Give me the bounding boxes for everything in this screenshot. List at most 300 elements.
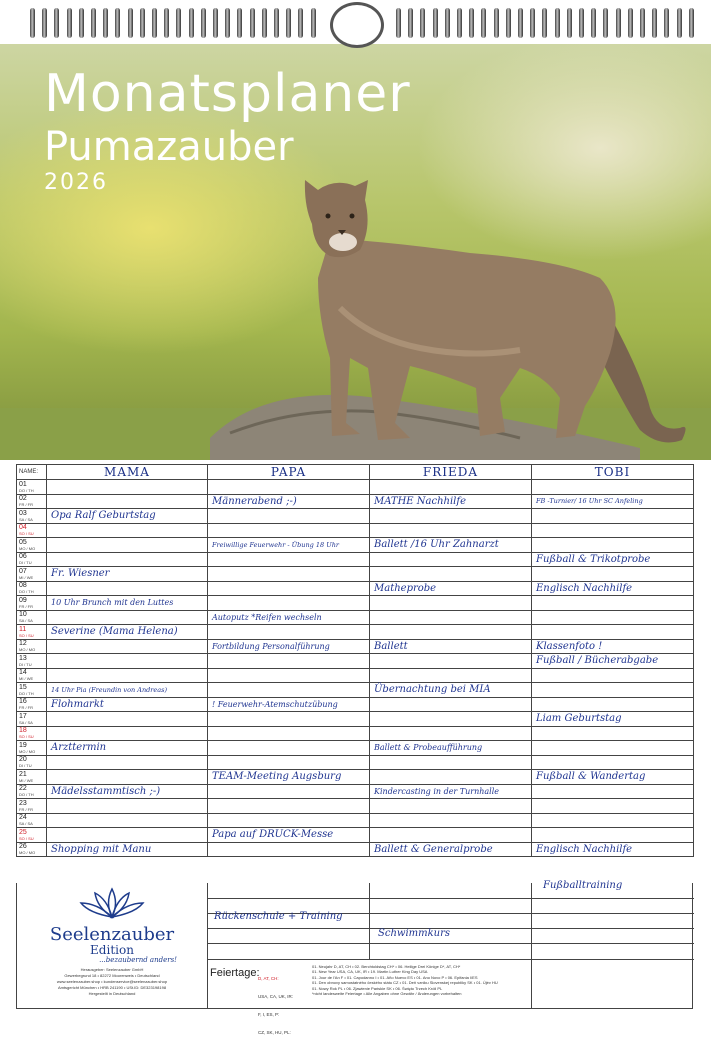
entry-cell-tobi[interactable] — [532, 625, 694, 640]
holiday-country-line: D, AT, CH: — [258, 976, 279, 981]
binding-ring — [115, 8, 120, 38]
entry-cell-frieda[interactable] — [370, 799, 532, 814]
binding-ring — [250, 8, 255, 38]
imprint-line: Gewerbegrund 18 • 82272 Moorenweis • Deutschland — [64, 973, 160, 978]
notes-grid — [207, 880, 693, 1035]
weekday-label: DI / TU — [19, 763, 32, 769]
entry-cell-papa[interactable]: Autoputz *Reifen wechseln — [208, 610, 370, 625]
entry-cell-tobi[interactable] — [532, 741, 694, 756]
holiday-line: 01. Jour de l'An F • 01. Capodanno I • 01. Año Nuevo ES • 01. Ano Novo P • 06. Epifania I/ES — [312, 974, 478, 980]
entry-cell-mama[interactable]: Opa Ralf Geburtstag — [47, 509, 208, 524]
binding-ring — [652, 8, 657, 38]
entry-cell-papa[interactable] — [208, 509, 370, 524]
binding-ring — [189, 8, 194, 38]
weekday-label: SO / SU — [19, 734, 34, 740]
entry-cell-frieda[interactable]: Ballett & Probeaufführung — [370, 741, 532, 756]
binding-ring — [201, 8, 206, 38]
day-number: 18 — [19, 727, 27, 735]
header-photo — [0, 28, 711, 460]
binding-ring — [396, 8, 401, 38]
day-cell — [17, 538, 47, 553]
holiday-country-line: F, I, ES, P: — [258, 1012, 280, 1017]
weekday-label: MO / MO — [19, 748, 36, 754]
day-cell — [17, 683, 47, 698]
binding-ring — [603, 8, 608, 38]
weekday-label: MI / WE — [19, 574, 34, 580]
entry-cell-frieda[interactable] — [370, 726, 532, 741]
day-cell — [17, 581, 47, 596]
day-number: 20 — [19, 756, 27, 764]
weekday-label: MI / WE — [19, 777, 34, 783]
column-header-mama: MAMA — [47, 465, 208, 480]
entry-cell-papa[interactable] — [208, 842, 370, 857]
weekday-label: FR / FR — [19, 806, 33, 812]
day-row — [17, 538, 694, 553]
binding-ring — [518, 8, 523, 38]
brand-slogan: ...bezaubernd anders! — [99, 956, 177, 964]
entry-cell-tobi[interactable] — [532, 596, 694, 611]
entry-cell-tobi[interactable] — [532, 813, 694, 828]
entry-cell-papa[interactable] — [208, 480, 370, 495]
binding-ring — [481, 8, 486, 38]
day-row — [17, 828, 694, 843]
day-cell — [17, 770, 47, 785]
entry-cell-papa[interactable] — [208, 596, 370, 611]
holiday-block — [208, 960, 694, 1035]
day-number: 15 — [19, 683, 27, 691]
entry-cell-frieda[interactable]: Ballett — [370, 639, 532, 654]
day-cell — [17, 842, 47, 857]
entry-cell-tobi[interactable] — [532, 755, 694, 770]
entry-cell-papa[interactable] — [208, 712, 370, 727]
day-number: 03 — [19, 509, 27, 517]
entry-cell-tobi[interactable] — [532, 523, 694, 538]
binding-ring — [42, 8, 47, 38]
day-number: 05 — [19, 538, 27, 546]
entry-cell-tobi[interactable] — [532, 538, 694, 553]
column-header-papa: PAPA — [208, 465, 370, 480]
entry-cell-mama[interactable]: Arzttermin — [47, 741, 208, 756]
entry-cell-tobi[interactable] — [532, 567, 694, 582]
entry-cell-mama[interactable]: Flohmarkt — [47, 697, 208, 712]
weekday-label: DI / TU — [19, 661, 32, 667]
day-cell — [17, 726, 47, 741]
entry-cell-mama[interactable] — [47, 581, 208, 596]
weekday-label: DO / TH — [19, 487, 34, 493]
grid-line — [208, 928, 694, 929]
entry-cell-tobi[interactable] — [532, 726, 694, 741]
entry-cell-papa[interactable] — [208, 581, 370, 596]
weekday-label: DI / TU — [19, 560, 32, 566]
day-number: 19 — [19, 741, 27, 749]
entry-cell-papa[interactable] — [208, 784, 370, 799]
binding-ring — [689, 8, 694, 38]
day-cell — [17, 828, 47, 843]
entry-cell-papa[interactable]: Fortbildung Personalführung — [208, 639, 370, 654]
weekday-label: SO / SU — [19, 531, 34, 537]
binding-ring — [311, 8, 316, 38]
day-number: 26 — [19, 843, 27, 851]
holiday-line: 01. Nowy Rok PL • 06. Zjawienie Pańskie SK • 06. Święto Trzech Króli PL — [312, 985, 443, 991]
entry-cell-tobi[interactable] — [532, 610, 694, 625]
day-number: 24 — [19, 814, 27, 822]
day-number: 08 — [19, 582, 27, 590]
binding-ring — [579, 8, 584, 38]
entry-cell-frieda[interactable]: Übernachtung bei MIA — [370, 683, 532, 698]
binding-ring — [542, 8, 547, 38]
day-row — [17, 799, 694, 814]
binding-ring — [530, 8, 535, 38]
column-header-tobi: TOBI — [532, 465, 694, 480]
day-row — [17, 654, 694, 669]
day-number: 17 — [19, 712, 27, 720]
binding-ring — [67, 8, 72, 38]
binding-ring — [640, 8, 645, 38]
entry-cell-tobi[interactable]: Englisch Nachhilfe — [532, 581, 694, 596]
entry-cell-papa[interactable] — [208, 683, 370, 698]
day-number: 23 — [19, 799, 27, 807]
entry-cell-tobi[interactable]: Klassenfoto ! — [532, 639, 694, 654]
day-cell — [17, 567, 47, 582]
holiday-line: 01. Neujahr D, AT, CH • 02. Berchtoldstag CH* • 06. Heilige Drei Könige D*, AT, CH* — [312, 964, 461, 969]
day-row — [17, 625, 694, 640]
entry-cell-frieda[interactable] — [370, 552, 532, 567]
entry-cell-papa[interactable] — [208, 523, 370, 538]
entry-cell-frieda[interactable] — [370, 668, 532, 683]
day-cell — [17, 596, 47, 611]
binding-ring — [408, 8, 413, 38]
weekday-label: SA / SA — [19, 618, 33, 624]
day-number: 21 — [19, 770, 27, 778]
entry-cell-tobi[interactable] — [532, 799, 694, 814]
entry-cell-mama[interactable]: 14 Uhr Pia (Freundin von Andreas) — [47, 683, 208, 698]
entry-cell-papa[interactable] — [208, 654, 370, 669]
binding-ring — [103, 8, 108, 38]
entry-cell-mama[interactable]: Severine (Mama Helena) — [47, 625, 208, 640]
binding-ring — [555, 8, 560, 38]
day-cell — [17, 799, 47, 814]
day-row — [17, 683, 694, 698]
entry-cell-tobi[interactable] — [532, 683, 694, 698]
brand-name: Seelenzauber — [49, 924, 175, 945]
binding-ring — [54, 8, 59, 38]
entry-cell-papa[interactable]: Freiwillige Feuerwehr - Übung 18 Uhr — [208, 538, 370, 553]
binding-ring — [628, 8, 633, 38]
entry-cell-mama[interactable] — [47, 726, 208, 741]
weekday-label: MO / MO — [19, 850, 36, 856]
entry-cell-frieda[interactable]: Ballett & Generalprobe — [370, 842, 532, 857]
binding-ring — [664, 8, 669, 38]
day-cell — [17, 552, 47, 567]
binding-ring — [262, 8, 267, 38]
day-number: 13 — [19, 654, 27, 662]
binding-ring — [30, 8, 35, 38]
binding-ring — [286, 8, 291, 38]
binding-ring — [457, 8, 462, 38]
day-row — [17, 581, 694, 596]
day-row — [17, 567, 694, 582]
entry-cell-papa[interactable] — [208, 552, 370, 567]
grid-line — [208, 898, 694, 899]
entry-cell-papa[interactable] — [208, 755, 370, 770]
weekday-label: SA / SA — [19, 821, 33, 827]
binding-ring — [128, 8, 133, 38]
entry-cell-papa[interactable] — [208, 668, 370, 683]
entry-cell-mama[interactable] — [47, 712, 208, 727]
day-cell — [17, 509, 47, 524]
entry-cell-mama[interactable] — [47, 770, 208, 785]
day-row — [17, 755, 694, 770]
entry-cell-tobi[interactable] — [532, 668, 694, 683]
entry-cell-mama[interactable]: 10 Uhr Brunch mit den Luttes — [47, 596, 208, 611]
day-number: 22 — [19, 785, 27, 793]
entry-cell-mama[interactable] — [47, 813, 208, 828]
binding-ring — [140, 8, 145, 38]
binding-ring — [433, 8, 438, 38]
weekday-label: SO / SU — [19, 632, 34, 638]
entry-cell-frieda[interactable] — [370, 828, 532, 843]
entry-cell-tobi[interactable] — [532, 784, 694, 799]
binding-ring — [567, 8, 572, 38]
entry-cell-tobi[interactable]: Englisch Nachhilfe — [532, 842, 694, 857]
day-row — [17, 494, 694, 509]
holiday-line: 01. Den obnovy samostatného českého státu CZ • 01. Deň vzniku Slovenskej republiky SK • 01. Újév HU — [312, 980, 498, 986]
planner-table — [16, 464, 694, 857]
entry-cell-frieda[interactable] — [370, 755, 532, 770]
day-cell — [17, 610, 47, 625]
binding-ring — [176, 8, 181, 38]
day-cell — [17, 755, 47, 770]
imprint-text — [17, 967, 207, 997]
day-cell — [17, 523, 47, 538]
weekday-label: MO / MO — [19, 545, 36, 551]
entry-cell-tobi[interactable]: Liam Geburtstag — [532, 712, 694, 727]
entry-cell-mama[interactable] — [47, 538, 208, 553]
entry-cell-tobi[interactable]: FB -Turnier/ 16 Uhr SC Anfeling — [532, 494, 694, 509]
entry-cell-mama[interactable]: Shopping mit Manu — [47, 842, 208, 857]
day-cell — [17, 480, 47, 495]
day-number: 11 — [19, 625, 27, 633]
weekday-label: FR / FR — [19, 603, 33, 609]
day-cell — [17, 668, 47, 683]
day-cell — [17, 712, 47, 727]
day-number: 04 — [19, 524, 27, 532]
binding-ring — [298, 8, 303, 38]
day-number: 09 — [19, 596, 27, 604]
entry-cell-papa[interactable]: TEAM-Meeting Augsburg — [208, 770, 370, 785]
entry-cell-tobi[interactable] — [532, 480, 694, 495]
entry-cell-frieda[interactable] — [370, 625, 532, 640]
binding-ring — [591, 8, 596, 38]
day-row — [17, 610, 694, 625]
holiday-label: Feiertage: — [210, 967, 260, 979]
day-row — [17, 509, 694, 524]
binding-ring — [616, 8, 621, 38]
weekday-label: DO / TH — [19, 690, 34, 696]
lotus-logo-icon — [77, 885, 147, 921]
weekday-label: DO / TH — [19, 589, 34, 595]
entry-cell-papa[interactable] — [208, 625, 370, 640]
day-number: 16 — [19, 698, 27, 706]
day-cell — [17, 813, 47, 828]
grid-line — [208, 943, 694, 944]
day-number: 14 — [19, 669, 27, 677]
entry-cell-mama[interactable] — [47, 552, 208, 567]
weekday-label: SA / SA — [19, 516, 33, 522]
entry-cell-papa[interactable] — [208, 813, 370, 828]
entry-cell-frieda[interactable] — [370, 813, 532, 828]
entry-cell-papa[interactable] — [208, 726, 370, 741]
entry-cell-papa[interactable] — [208, 567, 370, 582]
entry-cell-papa[interactable] — [208, 741, 370, 756]
day-row — [17, 712, 694, 727]
day-row — [17, 784, 694, 799]
note-fussballtraining: Fußballtraining — [543, 880, 623, 891]
entry-cell-frieda[interactable]: MATHE Nachhilfe — [370, 494, 532, 509]
entry-cell-frieda[interactable] — [370, 697, 532, 712]
entry-cell-tobi[interactable] — [532, 828, 694, 843]
binding-ring — [506, 8, 511, 38]
day-row — [17, 523, 694, 538]
entry-cell-mama[interactable] — [47, 828, 208, 843]
day-number: 07 — [19, 567, 27, 575]
entry-cell-mama[interactable]: Fr. Wiesner — [47, 567, 208, 582]
calendar-title: Monatsplaner — [44, 64, 411, 124]
entry-cell-mama[interactable] — [47, 610, 208, 625]
entry-cell-tobi[interactable] — [532, 509, 694, 524]
entry-cell-frieda[interactable] — [370, 596, 532, 611]
binding-ring — [237, 8, 242, 38]
imprint-line: Herausgeber: Seelenzauber GmbH — [80, 967, 144, 972]
day-row — [17, 552, 694, 567]
entry-cell-mama[interactable] — [47, 755, 208, 770]
entry-cell-tobi[interactable] — [532, 697, 694, 712]
holiday-country-line: CZ, SK, HU, PL: — [258, 1030, 291, 1035]
day-number: 12 — [19, 640, 27, 648]
entry-cell-frieda[interactable] — [370, 480, 532, 495]
calendar-subtitle: Pumazauber — [44, 124, 294, 170]
grid-line — [369, 883, 370, 959]
day-cell — [17, 784, 47, 799]
entry-cell-mama[interactable]: Mädelsstammtisch ;-) — [47, 784, 208, 799]
entry-cell-frieda[interactable]: Kindercasting in der Turnhalle — [370, 784, 532, 799]
hanger-cutout — [322, 28, 392, 50]
column-header-frieda: FRIEDA — [370, 465, 532, 480]
entry-cell-tobi[interactable]: Fußball & Trikotprobe — [532, 552, 694, 567]
entry-cell-frieda[interactable] — [370, 610, 532, 625]
day-row — [17, 842, 694, 857]
day-row — [17, 726, 694, 741]
day-row — [17, 668, 694, 683]
entry-cell-frieda[interactable] — [370, 712, 532, 727]
day-row — [17, 639, 694, 654]
entry-cell-frieda[interactable]: Matheprobe — [370, 581, 532, 596]
entry-cell-frieda[interactable] — [370, 567, 532, 582]
note-rueckenschule: Rückenschule + Training — [214, 911, 343, 922]
day-row — [17, 741, 694, 756]
entry-cell-mama[interactable] — [47, 654, 208, 669]
binding-ring — [274, 8, 279, 38]
calendar-year: 2026 — [44, 170, 108, 195]
holiday-line: 01. New Year USA, CA, UK, IR • 19. Martin Luther King Day USA — [312, 969, 428, 975]
imprint-line: Hergestellt in Deutschland — [88, 991, 136, 996]
weekday-label: MI / WE — [19, 676, 34, 682]
entry-cell-papa[interactable]: Papa auf DRUCK-Messe — [208, 828, 370, 843]
entry-cell-tobi[interactable]: Fußball / Bücherabgabe — [532, 654, 694, 669]
entry-cell-mama[interactable] — [47, 668, 208, 683]
entry-cell-mama[interactable] — [47, 523, 208, 538]
entry-cell-tobi[interactable]: Fußball & Wandertag — [532, 770, 694, 785]
day-row — [17, 813, 694, 828]
entry-cell-mama[interactable] — [47, 639, 208, 654]
day-number: 25 — [19, 828, 27, 836]
weekday-label: FR / FR — [19, 705, 33, 711]
note-schwimmkurs: Schwimmkurs — [378, 928, 451, 939]
entry-cell-frieda[interactable] — [370, 523, 532, 538]
imprint-line: Amtsgericht München • HRB 241190 • USt.ID: DE323198198 — [57, 985, 167, 990]
holiday-country-line: USA, CA, UK, IR: — [258, 994, 294, 999]
binding-ring — [469, 8, 474, 38]
entry-cell-mama[interactable] — [47, 799, 208, 814]
day-cell — [17, 494, 47, 509]
day-row — [17, 697, 694, 712]
day-cell — [17, 639, 47, 654]
binding-ring — [91, 8, 96, 38]
binding-ring — [225, 8, 230, 38]
day-row — [17, 770, 694, 785]
entry-cell-mama[interactable] — [47, 494, 208, 509]
entry-cell-frieda[interactable] — [370, 654, 532, 669]
planner-header-row — [17, 465, 694, 480]
binding-ring — [164, 8, 169, 38]
holiday-countries — [258, 964, 293, 1048]
day-number: 10 — [19, 611, 27, 619]
binding-ring — [213, 8, 218, 38]
day-row — [17, 596, 694, 611]
entry-cell-papa[interactable]: ! Feuerwehr-Atemschutzübung — [208, 697, 370, 712]
binding-ring — [445, 8, 450, 38]
day-number: 02 — [19, 495, 27, 503]
weekday-label: MO / MO — [19, 647, 36, 653]
brand-sub: Edition — [90, 943, 134, 957]
weekday-label: SA / SA — [19, 719, 33, 725]
binding-ring — [677, 8, 682, 38]
day-cell — [17, 625, 47, 640]
entry-cell-frieda[interactable] — [370, 509, 532, 524]
binding-ring — [79, 8, 84, 38]
weekday-label: FR / FR — [19, 502, 33, 508]
entry-cell-frieda[interactable]: Ballett /16 Uhr Zahnarzt — [370, 538, 532, 553]
weekday-label: SO / SU — [19, 835, 34, 841]
weekday-label: DO / TH — [19, 792, 34, 798]
name-label: NAME: — [17, 465, 47, 480]
day-cell — [17, 741, 47, 756]
entry-cell-mama[interactable] — [47, 480, 208, 495]
holiday-list — [312, 964, 498, 996]
day-cell — [17, 697, 47, 712]
binding-ring — [494, 8, 499, 38]
day-row — [17, 480, 694, 495]
binding-ring — [152, 8, 157, 38]
day-number: 06 — [19, 553, 27, 561]
publisher-block — [16, 883, 207, 1009]
imprint-line: www.seelenzauber.shop • kundenservice@seelenzauber.shop — [56, 979, 168, 984]
holiday-line: *nicht landesweite Feiertage • Alle Angaben ohne Gewähr / Änderungen vorbehalten — [312, 991, 462, 997]
entry-cell-papa[interactable] — [208, 799, 370, 814]
day-number: 01 — [19, 480, 27, 488]
entry-cell-frieda[interactable] — [370, 770, 532, 785]
entry-cell-papa[interactable]: Männerabend ;-) — [208, 494, 370, 509]
